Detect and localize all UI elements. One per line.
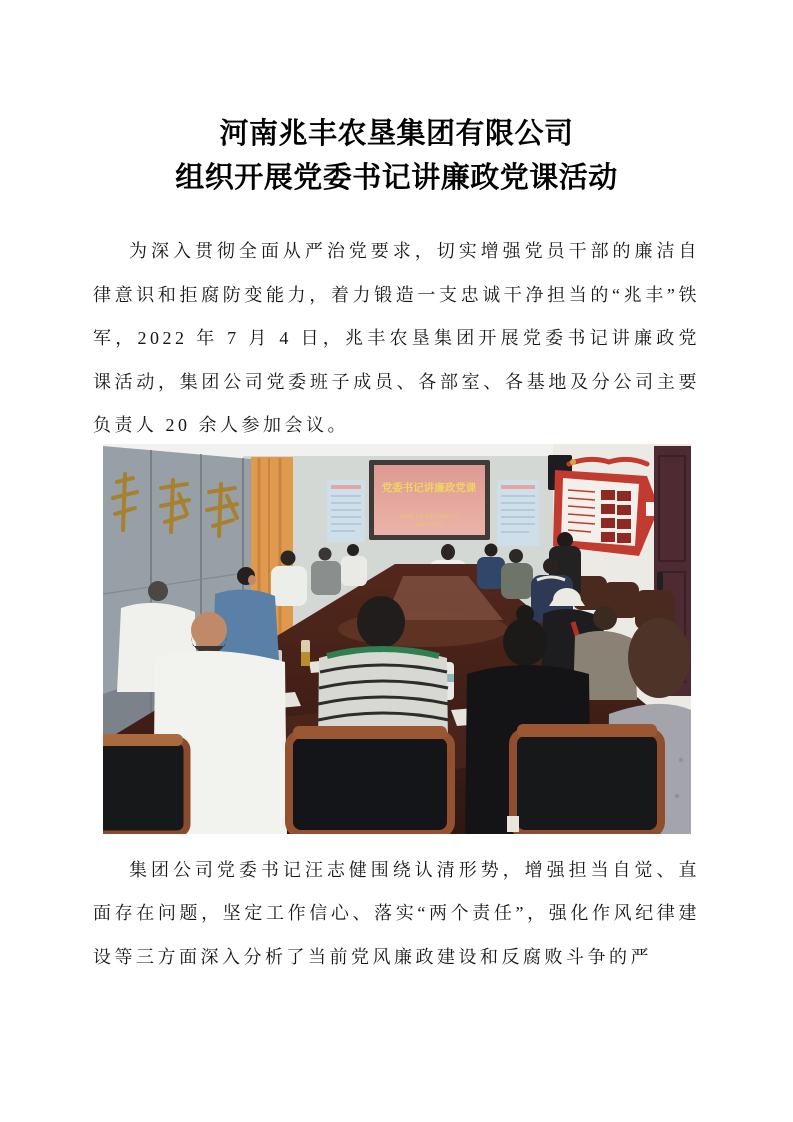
document-content	[0, 112, 793, 979]
screen-subtitle-text-2: 2022年7月4日	[415, 521, 442, 527]
left-wall-poster	[327, 480, 365, 542]
projection-screen	[369, 460, 490, 540]
chair	[289, 726, 451, 834]
title-line-1: 河南兆丰农垦集团有限公司	[219, 118, 574, 150]
paragraph-intro: 为深入贯彻全面从严治党要求，切实增强党员干部的廉洁自律意识和拒腐防变能力，着力锻造一支忠诚干净担当的“兆丰”铁军，2022 年 7 月 4 日，兆丰农垦集团开展党委书记讲廉政党课活动，集团公司党委班子成员、各部室、各基地及分公司主要负责人 20 余人参加会议。	[93, 241, 700, 435]
chair	[103, 734, 187, 834]
screen-title-text: 党委书记讲廉政党课	[381, 482, 476, 494]
door-handle	[657, 572, 663, 590]
meeting-photo	[103, 444, 691, 834]
screen-subtitle-text-1: 河南兆丰农垦集团有限公司	[398, 514, 459, 520]
title-line-2: 组织开展党委书记讲廉政党课活动	[175, 162, 618, 194]
document-title	[93, 112, 700, 200]
paragraph-speech: 集团公司党委书记汪志健围绕认清形势，增强担当自觉、直面存在问题，坚定工作信心、落实“两个责任”，强化作风纪律建设等三方面深入分析了当前党风廉政建设和反腐败斗争的严	[93, 859, 700, 967]
chair	[507, 724, 661, 834]
meeting-photo-illustration	[103, 444, 691, 834]
right-wall-poster	[497, 480, 539, 546]
